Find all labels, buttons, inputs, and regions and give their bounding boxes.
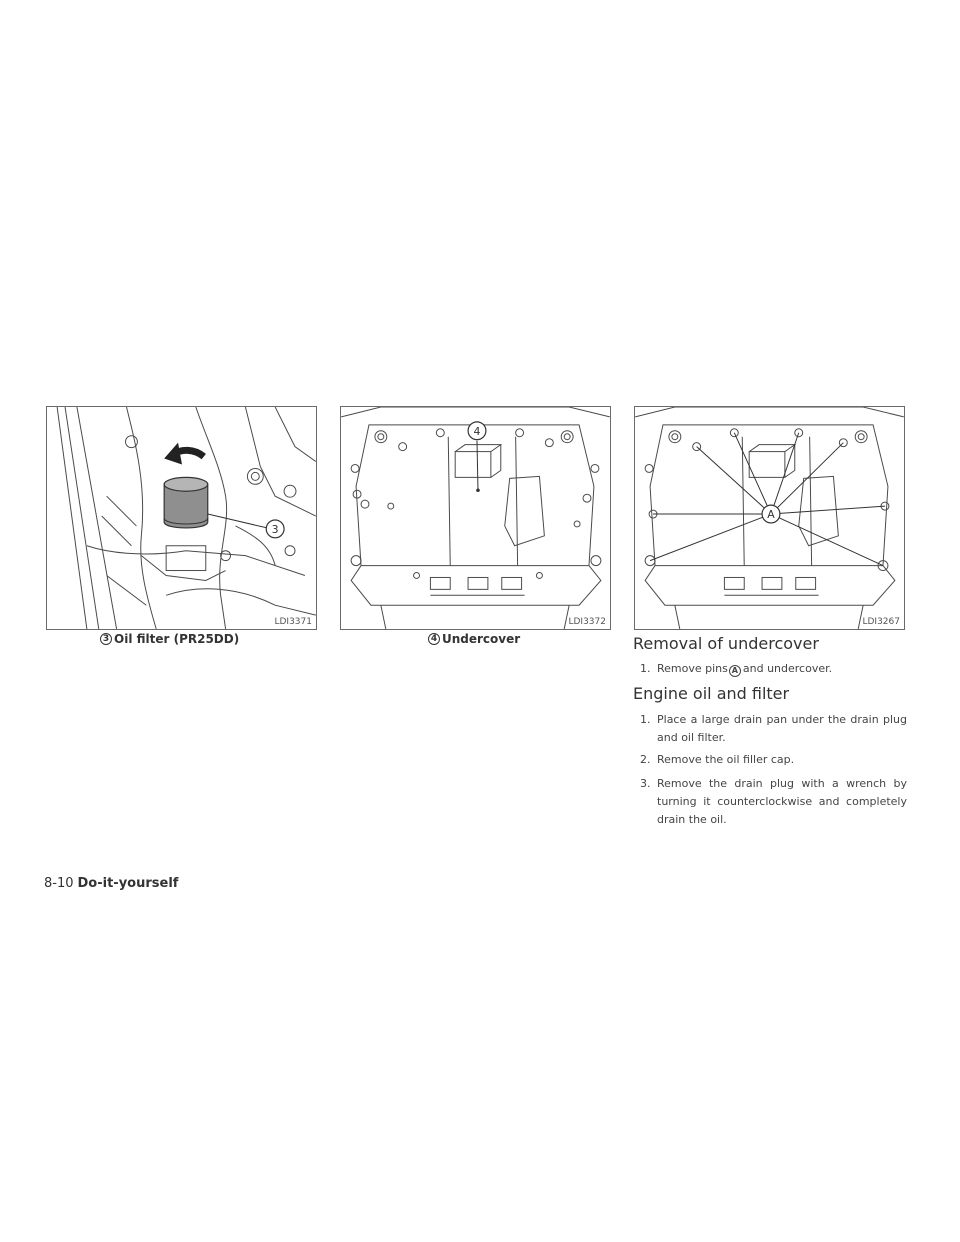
callout-number: 3 bbox=[100, 633, 112, 645]
figure-caption-undercover bbox=[428, 632, 520, 646]
step-text: Remove the drain plug with a wrench by turning it counterclockwise and completely drain the oil. bbox=[657, 777, 907, 826]
step-text: Remove the oil filler cap. bbox=[657, 753, 795, 766]
page-footer bbox=[44, 876, 178, 891]
step-text-before: Remove pins bbox=[657, 662, 728, 675]
svg-text:3: 3 bbox=[271, 522, 279, 536]
oil-filter-illustration bbox=[46, 406, 317, 630]
step-text: Place a large drain pan under the drain plug and oil filter. bbox=[657, 713, 907, 744]
page-number: 8-10 bbox=[44, 876, 74, 891]
undercover-illustration bbox=[340, 406, 611, 630]
undercover-drawing bbox=[341, 407, 610, 629]
svg-text:4: 4 bbox=[473, 424, 481, 438]
step-number: 1. bbox=[640, 713, 651, 726]
figure-code: LDI3371 bbox=[274, 617, 312, 627]
callout-3-marker bbox=[266, 520, 284, 538]
rotation-arrow bbox=[164, 443, 204, 465]
step-remove-drain-plug bbox=[640, 775, 907, 829]
callout-a-marker bbox=[762, 505, 780, 523]
section-heading-removal-of-undercover: Removal of undercover bbox=[633, 634, 819, 653]
step-place-drain-pan bbox=[640, 711, 907, 747]
callout-number: 4 bbox=[428, 633, 440, 645]
caption-text: Undercover bbox=[442, 632, 521, 646]
oil-filter-canister bbox=[164, 477, 208, 528]
step-number: 1. bbox=[640, 662, 651, 675]
footer-section-title: Do-it-yourself bbox=[77, 876, 179, 891]
step-number: 2. bbox=[640, 753, 651, 766]
pin-leader-lines bbox=[650, 433, 885, 566]
figure-caption-oil-filter bbox=[100, 632, 239, 646]
figure-code: LDI3267 bbox=[862, 617, 900, 627]
step-text-after: and undercover. bbox=[742, 662, 833, 675]
figure-code: LDI3372 bbox=[568, 617, 606, 627]
caption-text: Oil filter (PR25DD) bbox=[114, 632, 240, 646]
section-heading-engine-oil-and-filter: Engine oil and filter bbox=[633, 684, 790, 703]
svg-text:A: A bbox=[767, 508, 775, 521]
oil-filter-drawing bbox=[47, 407, 316, 629]
callout-4-marker bbox=[468, 422, 486, 440]
callout-a-symbol: A bbox=[729, 665, 741, 677]
undercover-pins-drawing bbox=[635, 407, 904, 629]
step-remove-pins bbox=[640, 660, 907, 678]
undercover-pins-illustration bbox=[634, 406, 905, 630]
step-number: 3. bbox=[640, 777, 651, 790]
step-remove-filler-cap bbox=[640, 751, 907, 769]
